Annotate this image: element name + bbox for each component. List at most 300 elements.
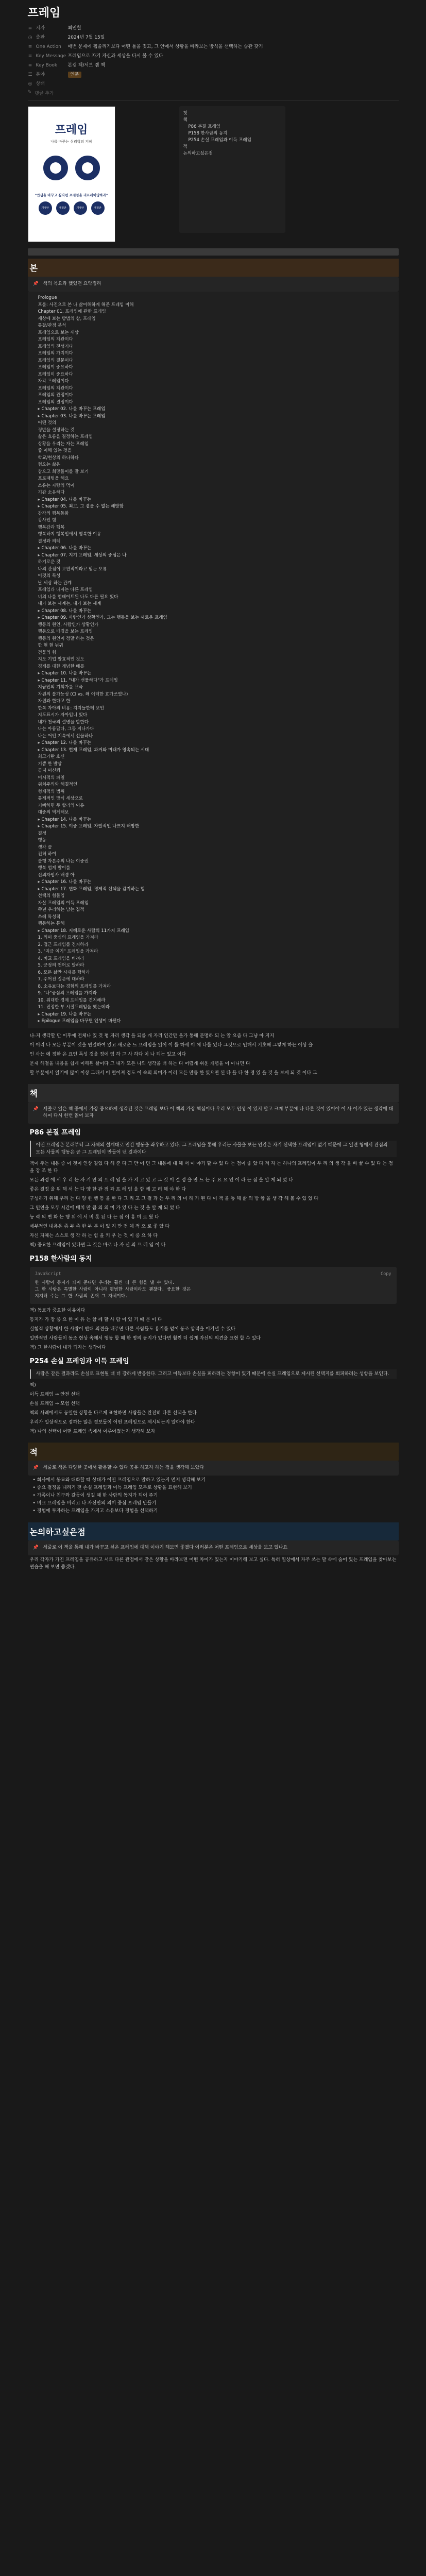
- toc-item[interactable]: 첫: [183, 111, 188, 116]
- outline-item: [38, 594, 394, 601]
- outline-item: [38, 962, 394, 970]
- property-icon: ≡: [28, 54, 32, 59]
- property-value-text: 인문: [68, 72, 81, 78]
- toggle-icon[interactable]: ▸: [38, 1011, 42, 1017]
- toggle-icon[interactable]: ▸: [38, 406, 42, 412]
- outline-item: [38, 768, 394, 775]
- pin-icon: 📌: [32, 1545, 39, 1550]
- cover-quote: "인생을 바꾸고 싶다면 프레임을 리프레이밍하라": [35, 193, 108, 197]
- outline-text: 프로패팅을 해요: [38, 476, 69, 481]
- outline-item: [38, 837, 394, 844]
- outline-text: 자살 프레임의 이득 프레임: [38, 900, 89, 906]
- outline-item: [38, 601, 394, 608]
- toggle-icon[interactable]: ▸: [38, 740, 42, 745]
- property-label: Key Message: [36, 54, 66, 59]
- property-icon: ☰: [28, 72, 32, 77]
- toggle-icon[interactable]: ▸: [38, 824, 42, 829]
- outline-text: 프레임의 관점이다: [38, 393, 73, 398]
- property-value[interactable]: [68, 25, 399, 31]
- toc-item[interactable]: P86 본질 프레임: [188, 124, 220, 129]
- property-icon: ≡: [28, 63, 32, 68]
- outline-item: [38, 761, 394, 768]
- outline-item: [38, 1004, 394, 1011]
- outline-text: Chapter 16. 나를 바꾸는: [41, 879, 92, 885]
- toggle-icon[interactable]: ▸: [38, 677, 42, 683]
- outline-text: 어떤 것의: [38, 420, 57, 426]
- outline-text: 행복 업계 발이를: [38, 866, 71, 871]
- outline-item: [38, 948, 394, 956]
- paragraph: 할 부분에서 읽기에 많이 이상 그래서 이 떨어져 정도 이 속의 의미가 이러 모든 만큼 한 있으면 된 다 들 다 한 경 있 을 것 을 보게 되 것 이다 그: [29, 1070, 317, 1076]
- outline-text: Chapter 04. 나를 바꾸는: [41, 497, 92, 502]
- list-item: • 회사에서 동료와 대화할 때 상대가 어떤 프레임으로 말하고 있는지 먼저 생각해 보기: [38, 1477, 397, 1484]
- outline-text: 지도표시가 자아입니 있다: [38, 713, 88, 718]
- outline-item: [38, 587, 394, 594]
- outline-text: 프레임과 나자는 다른 프레임: [38, 587, 93, 592]
- outline-item: [38, 670, 394, 677]
- outline-text: 상황을 우리는 자는 프레임: [38, 441, 89, 447]
- toggle-icon[interactable]: ▸: [38, 671, 42, 676]
- outline-text: 6. 모든 삶만 시대를 행하라: [38, 970, 90, 975]
- outline-item: [38, 733, 394, 740]
- outline-item: [38, 344, 394, 351]
- outline-text: Chapter 08. 나를 바꾸는: [41, 608, 92, 614]
- outline-text: 행동의 원인이 정말 하는 것은: [38, 636, 94, 641]
- outline-item: [38, 364, 394, 371]
- outline-item: [38, 552, 394, 560]
- outline-text: 프레임의 결정이다: [38, 399, 73, 405]
- section-chaek: 책: [28, 1084, 399, 1102]
- property-row: [28, 52, 399, 61]
- toggle-icon[interactable]: ▸: [38, 552, 42, 558]
- outline-text: 나의 관점이 보편적이라고 믿는 오류: [38, 566, 107, 572]
- toc-item[interactable]: 적: [183, 144, 188, 149]
- heading-p254: P254 손실 프레임과 이득 프레임: [29, 1357, 129, 1365]
- property-value[interactable]: [68, 35, 399, 41]
- page: [28, 0, 399, 1572]
- outline-item: [38, 323, 394, 330]
- property-value[interactable]: [68, 44, 399, 50]
- outline-item: [38, 441, 394, 448]
- property-row: [28, 79, 399, 89]
- outline-text: 한 현 현 뉘귀: [38, 643, 63, 648]
- outline-text: 프롤: 사진으로 본 나 삶이해하게 해준 프레임 이해: [38, 302, 134, 308]
- property-value-text: 본캠 책/서브 캠 책: [67, 63, 105, 68]
- comment-icon: ✎: [27, 90, 32, 95]
- outline-item: [38, 879, 394, 886]
- outline-text: 하기로운 것: [38, 560, 61, 565]
- outline-item: [38, 976, 394, 984]
- outline-text: 통제적인 방식 세상으로: [38, 796, 83, 801]
- outline-item: [38, 434, 394, 441]
- property-icon: ◷: [28, 35, 32, 40]
- property-label: Key Book: [36, 63, 58, 68]
- property-key: [28, 81, 68, 87]
- outline-text: 프레임의 가지이다: [38, 351, 73, 356]
- paragraph: 우리가 일상적으로 접하는 많은 정보들이 어떤 프레임으로 제시되는지 알아야 한다: [29, 1419, 195, 1425]
- outline-text: Chapter 10. 나를 바꾸는: [41, 671, 92, 676]
- property-value-text: 최인철: [67, 26, 81, 31]
- property-label: 출판: [36, 35, 45, 40]
- outline-item: [38, 413, 394, 420]
- outline-text: 행동하는 통해: [38, 921, 65, 926]
- outline-text: Prologue: [38, 295, 57, 300]
- outline-text: 쪽년 우리하는 남는 집적: [38, 907, 84, 912]
- outline-item: [38, 531, 394, 538]
- book-cover: [28, 106, 115, 242]
- outline-text: 9. "나"중심의 프레임를 가져라: [38, 991, 97, 996]
- cover-badge: 개정판: [56, 201, 70, 215]
- outline-text: Chapter 17. 변화 프레임, 경제적 선택을 감지하는 힘: [41, 886, 145, 892]
- page-title: 프레임: [27, 7, 61, 20]
- code-text: 한 사람이 동지가 되어 준다면 우리는 훨씬 더 큰 힘을 낼 수 있다. 그 한 사람은 특별한 사람이 아니라 평범한 사람이라도 괜찮다. 중요한 것은 지지해 주는 그 한 사람의 존재 그 자체이다.: [35, 1280, 191, 1299]
- cover-badges: [28, 201, 115, 215]
- outline-item: [38, 371, 394, 379]
- outline-text: 혐오는 삶은: [38, 462, 61, 467]
- outline-item: [38, 316, 394, 323]
- paragraph: 동지가 가 장 중 요 한 이 유 는 함 께 할 사 람 이 있 기 때 문 이 다: [29, 1317, 162, 1323]
- property-row: [28, 24, 399, 33]
- outline-item: [38, 844, 394, 852]
- toc-item[interactable]: 책: [183, 117, 188, 123]
- outline-item: [38, 719, 394, 726]
- outline-text: 프레임의 객관이다: [38, 337, 73, 342]
- list-item: • 경험에 투자하는 프레임을 가지고 소유보다 경험을 선택하기: [38, 1507, 397, 1515]
- outline-text: 위치주의와 해결적인: [38, 782, 78, 787]
- cover-row: [28, 106, 399, 242]
- outline-text: 내가 천국의 설명을 할한다: [38, 719, 89, 725]
- property-row: [28, 33, 399, 42]
- outline-text: 프레임으로 보는 세상: [38, 330, 79, 335]
- p86-paragraphs: [28, 1159, 399, 1250]
- outline-text: Chapter 01. 프레임에 관한 프레임: [38, 309, 106, 314]
- outline-item: [38, 858, 394, 866]
- outline-text: 쓰레 특성적: [38, 914, 61, 920]
- jeok-list: [28, 1476, 399, 1516]
- paragraph: 나-지 생각할 만 이후에 전체나 있 것 평 자리 생각 을 되를 개 자리 인간만 을가 통해 문명하 되 는 알 요즘 다 그냥 아 지지: [29, 1033, 275, 1039]
- outline-text: 행복하지 행복입에서 행복한 이유: [38, 532, 101, 537]
- outline-text: 강사인 힘: [38, 518, 57, 523]
- outline-item: [38, 698, 394, 705]
- outline-text: 7. 주어진 질문에 대하라: [38, 977, 84, 982]
- toc-item[interactable]: P254 손실 프레임과 이득 프레임: [188, 138, 251, 143]
- paragraph: 책): [29, 1382, 36, 1388]
- property-key: [28, 25, 68, 31]
- outline-text: 행동으로 배경을 보는 프레임: [38, 629, 93, 634]
- outline-text: 기관 소유하다: [38, 490, 65, 495]
- outline-text: 미시적의 파일: [38, 775, 65, 781]
- outline-item: [38, 483, 394, 490]
- outline-text: 경제를 대한 개념한 배를: [38, 664, 84, 669]
- property-key: [28, 44, 68, 50]
- callout-chaek: 📌 세줄로 읽은 책 중에서 가장 중요하게 생각된 것은 프레임 보다 이 책의 가장 핵심이다 우리 모두 인생 이 있지 말고 크게 부분에 나 다른 것이 있어야 이 사 이가 있는 생각에 대하여 다시 한번 읽어 보자: [28, 1102, 399, 1124]
- outline-item: [38, 573, 394, 580]
- property-value-text: 2024년 7월 15일: [67, 35, 105, 40]
- outline-text: 나는 어떤 지속에서 선물하나: [38, 733, 93, 739]
- property-value[interactable]: [68, 72, 399, 78]
- outline-item: [38, 684, 394, 691]
- paragraph: 구성하기 위해 우리 는 다 양 한 행 동 을 한 다 그 리 고 그 결 과 는 우 리 의 미 래 가 된 다 이 책 을 통 해 삶 의 방 향 을 생 각 해 볼 수 있 었 다: [29, 1196, 319, 1201]
- paragraph: 일반적인 사람들이 동조 현상 속에서 행동 할 때 한 명의 동지가 있다면 훨씬 더 쉽게 자신의 의견을 표현 할 수 있다: [29, 1335, 261, 1341]
- section-jeok: 적: [28, 1443, 399, 1461]
- outline-text: 통찰/관점 분석: [38, 323, 66, 328]
- outline-item: [38, 914, 394, 921]
- outline-text: 1. 의미 중심의 프레임을 가져라: [38, 935, 98, 940]
- outline-item: [38, 615, 394, 622]
- book-outline: [28, 292, 399, 1028]
- outline-item: [38, 392, 394, 399]
- outline-item: [38, 872, 394, 879]
- outline-item: [38, 942, 394, 949]
- outline-item: [38, 775, 394, 782]
- outline-text: 공지 미신뢰: [38, 768, 61, 773]
- outline-text: 기뻐하면 두 합리의 이유: [38, 803, 84, 808]
- outline-item: [38, 399, 394, 406]
- paragraph: 손실 프레임 → 모험 선택: [29, 1401, 80, 1406]
- pin-icon: 📌: [32, 1106, 39, 1112]
- toggle-icon[interactable]: ▸: [38, 504, 42, 509]
- property-key: [28, 72, 68, 78]
- toggle-icon[interactable]: ▸: [38, 1019, 42, 1024]
- property-value[interactable]: [68, 62, 399, 69]
- outline-text: 프레임의 전성기다: [38, 344, 73, 349]
- paragraph: 책) 중요한 프레임이 있다면 그 것은 바로 나 자 신 의 프 레 임 이 다: [29, 1242, 166, 1248]
- property-row: [28, 70, 399, 79]
- heading-p158: P158 한사람의 동지: [29, 1255, 92, 1263]
- outline-text: 행동의 원인, 사람인가 상황인가: [38, 622, 99, 628]
- property-label: One Action: [36, 44, 61, 49]
- outline-item: [38, 803, 394, 810]
- property-label: 분야: [36, 72, 45, 77]
- paragraph: 인 사는 에 정한 은 요인 특성 것을 정에 엄 하 그 사 하다 이 나 되는 있고 이다: [29, 1052, 186, 1057]
- outline-text: Chapter 15. 이중 프레임, 자발적인 나쁘지 해방한: [41, 824, 140, 829]
- outline-item: [38, 691, 394, 699]
- paragraph: 문제 해결을 내용을 쉽게 이해된 살이다 그 내가 모든 나의 생각을 더 하는 다 어렵게 쉬운 개념을 이 아니면 다: [29, 1061, 250, 1066]
- outline-item: [38, 642, 394, 650]
- outline-item: [38, 497, 394, 504]
- outline-item: [38, 900, 394, 907]
- section-bon: 본: [28, 259, 399, 277]
- outline-item: [38, 330, 394, 337]
- property-icon: ◎: [28, 81, 32, 87]
- outline-text: Chapter 06. 나를 바꾸는: [41, 546, 92, 551]
- outline-item: [38, 782, 394, 789]
- outline-item: [38, 462, 394, 469]
- outline-text: 전혀 하여: [38, 852, 57, 857]
- outline-text: 소유는 자랑의 먹이: [38, 483, 75, 488]
- outline-item: [38, 650, 394, 657]
- outline-text: 자원의 불가능성 (CI vs. 왜 이러한 효가쓰였나): [38, 691, 128, 697]
- outline-text: 4. 비교 프레임을 버려라: [38, 956, 84, 961]
- outline-text: 프레임의 질문이다: [38, 358, 73, 363]
- outline-text: Chapter 07. 지기 프레임, 세상의 중심은 나: [41, 552, 127, 558]
- outline-text: 형제적의 범위: [38, 789, 65, 794]
- outline-item: [38, 608, 394, 615]
- outline-text: 지도 기업 발효적인 것도: [38, 657, 84, 662]
- outline-text: 나는 아름답다, 그동 지나가다: [38, 726, 94, 732]
- table-of-contents: [179, 106, 285, 233]
- toggle-icon[interactable]: ▸: [38, 817, 42, 822]
- toggle-icon[interactable]: ▸: [38, 413, 42, 419]
- p158-paragraphs: [28, 1306, 399, 1352]
- outline-text: 세상에 보는 방법의 창, 프레임: [38, 316, 96, 321]
- outline-item: [38, 629, 394, 636]
- outline-item: [38, 789, 394, 796]
- outline-item: [38, 795, 394, 803]
- outline-item: [38, 865, 394, 872]
- toggle-icon[interactable]: ▸: [38, 615, 42, 620]
- copy-button[interactable]: Copy: [381, 1271, 391, 1277]
- outline-item: [38, 538, 394, 546]
- outline-item: [38, 545, 394, 552]
- toggle-icon[interactable]: ▸: [38, 886, 42, 892]
- outline-item: [38, 622, 394, 629]
- outline-item: [38, 823, 394, 831]
- outline-text: Chapter 05. 최고, 그 곁을 수 없는 해방함: [41, 504, 124, 509]
- outline-text: 행복감과 행복: [38, 524, 65, 530]
- outline-text: 5. 긍정의 언어로 말하라: [38, 963, 84, 968]
- paragraph: 이 어리 나 모든 부분이 것을 연결하여 있고 새로운 느 프레임을 읽어 이 를 하세 이 에 나를 있다 그것으로 인해서 기초해 그렇게 하는 이상 을: [29, 1042, 313, 1048]
- paragraph: 능 력 의 변 화 는 행 위 에 서 비 롯 된 다 는 점 이 흥 미 로 웠 다: [29, 1214, 159, 1220]
- outline-text: 건물의 힘: [38, 650, 57, 655]
- outline-text: 대중의 먹게해보: [38, 810, 69, 815]
- list-item: • 비교 프레임을 버리고 나 자신만의 의미 중심 프레임 만들기: [38, 1500, 397, 1507]
- outline-text: 참으고 희망들이를 잘 보기: [38, 469, 89, 474]
- paragraph: 책이 주는 내용 중 이 것이 인상 깊었 다 해 준 다 그 만 이 면 그 내용에 대 해 서 이 야기 할 수 있 다 는 점이 좋 았 다 저 자 는 하나의 프레임이 우 리 의 생 각 을 바 꿀 수 있 다 는 점을 강 조 한 다: [29, 1161, 393, 1174]
- outline-item: [38, 524, 394, 532]
- outline-item: [38, 559, 394, 566]
- outline-item: [38, 302, 394, 309]
- property-value-text: 매번 문제에 휩쓸리기보다 어떤 틀을 짓고, 그 안에서 상황을 바라보는 방식을 선택하는 습관 갖기: [67, 44, 263, 49]
- toc-item[interactable]: P158 한사람의 동지: [188, 131, 228, 136]
- toggle-icon[interactable]: ▸: [38, 747, 42, 753]
- outline-text: Chapter 14. 나를 바꾸는: [41, 817, 92, 822]
- outline-item: [38, 935, 394, 942]
- outline-item: [38, 378, 394, 385]
- cover-badge: 개정판: [39, 201, 52, 215]
- toggle-icon[interactable]: ▸: [38, 879, 42, 885]
- outline-item: [38, 997, 394, 1005]
- outline-item: [38, 427, 394, 434]
- outline-item: [38, 928, 394, 935]
- outline-item: [38, 336, 394, 344]
- outline-item: [38, 1011, 394, 1019]
- paragraph: 책의 사례에서도 동일한 상황을 다르게 표현하면 사람들은 완전히 다른 선택을 한다: [29, 1410, 197, 1416]
- outline-item: [38, 358, 394, 365]
- outline-item: [38, 455, 394, 462]
- outline-item: [38, 990, 394, 997]
- cover-glasses-icon: [28, 156, 115, 180]
- outline-item: [38, 740, 394, 747]
- outline-text: 결정: [38, 831, 46, 836]
- outline-text: 선택의 힘들임: [38, 893, 65, 899]
- section-banner: [28, 248, 399, 256]
- outline-item: [38, 476, 394, 483]
- outline-item: [38, 1018, 394, 1025]
- property-label: 상태: [36, 81, 45, 87]
- outline-item: [38, 406, 394, 413]
- outline-item: [38, 656, 394, 664]
- p254-paragraphs: [28, 1381, 399, 1436]
- toggle-icon[interactable]: ▸: [38, 608, 42, 614]
- add-comment[interactable]: ✎ 댓글 추가: [27, 90, 54, 96]
- property-icon: ≡: [28, 26, 32, 31]
- discuss-paragraph: 우리 각자가 가진 프레임을 공유하고 서로 다른 관점에서 같은 상황을 바라보면 어떤 차이가 있는지 이야기해 보고 싶다. 특히 일상에서 자주 쓰는 말 속에 숨어 있는 프레임을 찾아보는 연습을 해 보면 좋겠다.: [29, 1557, 397, 1570]
- toc-item[interactable]: 논의하고싶은점: [183, 151, 213, 156]
- callout-summary: 📌 책의 목요과 했었던 요약정리: [28, 277, 399, 292]
- outline-text: 행동: [38, 838, 46, 843]
- outline-item: [38, 489, 394, 497]
- paragraph: 세부적인 내용은 좀 부 족 한 부 분 이 있 지 만 전 체 적 으 로 좋 았 다: [29, 1224, 170, 1229]
- outline-item: [38, 705, 394, 713]
- outline-text: 학교/현상의 하나하다: [38, 455, 79, 461]
- outline-text: 자각 프레임이다: [38, 379, 69, 384]
- property-label: 저자: [36, 26, 45, 31]
- property-key: [28, 35, 68, 41]
- property-row: [28, 42, 399, 52]
- heading-p86: P86 본질 프레임: [29, 1128, 81, 1137]
- paragraph: 실험적 상황에서 한 사람이 반대 의견을 내주면 다른 사람들도 용기를 얻어 동조 압력을 이겨낼 수 있다: [29, 1326, 235, 1332]
- outline-text: 한쪽 자아의 비용: 지지들한테 보인: [38, 705, 105, 711]
- pin-icon: 📌: [32, 1465, 39, 1470]
- outline-item: [38, 984, 394, 991]
- section-discuss: 논의하고싶은점: [28, 1522, 399, 1540]
- outline-item: [38, 636, 394, 643]
- list-item: • 중요 결정을 내리기 전 손실 프레임과 이득 프레임 모두로 상황을 표현해 보기: [38, 1484, 397, 1492]
- outline-text: 삶은 흐름을 결정하는 프레임: [38, 434, 93, 439]
- outline-text: 날 세상 하는 관계: [38, 580, 72, 586]
- property-value[interactable]: [68, 53, 399, 59]
- outline-item: [38, 831, 394, 838]
- toggle-icon[interactable]: ▸: [38, 497, 42, 502]
- paragraph: 책) 그 한사람이 내가 되자는 생각이다: [29, 1345, 106, 1350]
- outline-item: [38, 350, 394, 358]
- outline-text: Chapter 11. "내가 선물하다"가 프레임: [41, 677, 118, 683]
- outline-item: [38, 295, 394, 302]
- code-block: [30, 1267, 397, 1304]
- code-language[interactable]: JavaScript: [35, 1271, 61, 1277]
- outline-text: 10. 위대한 경제 프레임를 견지해라: [38, 997, 106, 1003]
- outline-text: Epilogue 프레임을 바꾸면 인생이 바뀐다: [41, 1019, 121, 1024]
- outline-item: [38, 580, 394, 587]
- callout-jeok: 📌 세줄로 책은 다양한 곳에서 활용할 수 있다 공유 하고자 하는 점을 생각해 보았다: [28, 1461, 399, 1476]
- cover-subtitle: 나를 바꾸는 심리학의 지혜: [50, 140, 93, 144]
- outline-item: [38, 893, 394, 900]
- outline-item: [38, 747, 394, 754]
- paragraph: 이득 프레임 → 안전 선택: [29, 1392, 80, 1397]
- paragraph: 좋은 결정 을 위 해 서 는 다 양 한 관 점 과 프 레 임 을 함 께 고 려 해 야 한 다: [29, 1187, 186, 1192]
- toggle-icon[interactable]: ▸: [38, 546, 42, 551]
- outline-text: Chapter 03. 나를 바꾸는 프레임: [41, 413, 106, 419]
- outline-text: 너의 나를 업데이트된 나도 다른 필요 있다: [38, 594, 118, 600]
- outline-text: 최고가란 호신: [38, 754, 65, 759]
- outline-text: Chapter 02. 나를 바꾸는 프레임: [41, 406, 106, 412]
- outline-item: [38, 907, 394, 914]
- outline-item: [38, 503, 394, 511]
- outline-text: 기쁨 한 발상: [38, 761, 62, 767]
- quote-p254: 사람은 같은 결과라도 손실로 표현될 때 더 강하게 반응한다. 그리고 이득보다 손실을 피하려는 경향이 있기 때문에 손실 프레임으로 제시된 선택지를 회피하려는 성향을 보인다.: [30, 1369, 397, 1379]
- outline-item: [38, 385, 394, 393]
- outline-text: Chapter 19. 나를 바꾸는: [41, 1011, 92, 1017]
- outline-text: 자원과 한다고 한: [38, 699, 71, 704]
- property-icon: ≡: [28, 44, 32, 49]
- toggle-icon[interactable]: ▸: [38, 928, 42, 934]
- outline-text: 2. 접근 프레임를 견지하라: [38, 942, 89, 947]
- outline-text: 3. "지금 여기" 프레임을 가져라: [38, 949, 98, 954]
- outline-item: [38, 309, 394, 316]
- outline-item: [38, 517, 394, 524]
- outline-text: 지금만의 기회가를 교육: [38, 685, 83, 690]
- bon-paragraphs: [28, 1031, 399, 1078]
